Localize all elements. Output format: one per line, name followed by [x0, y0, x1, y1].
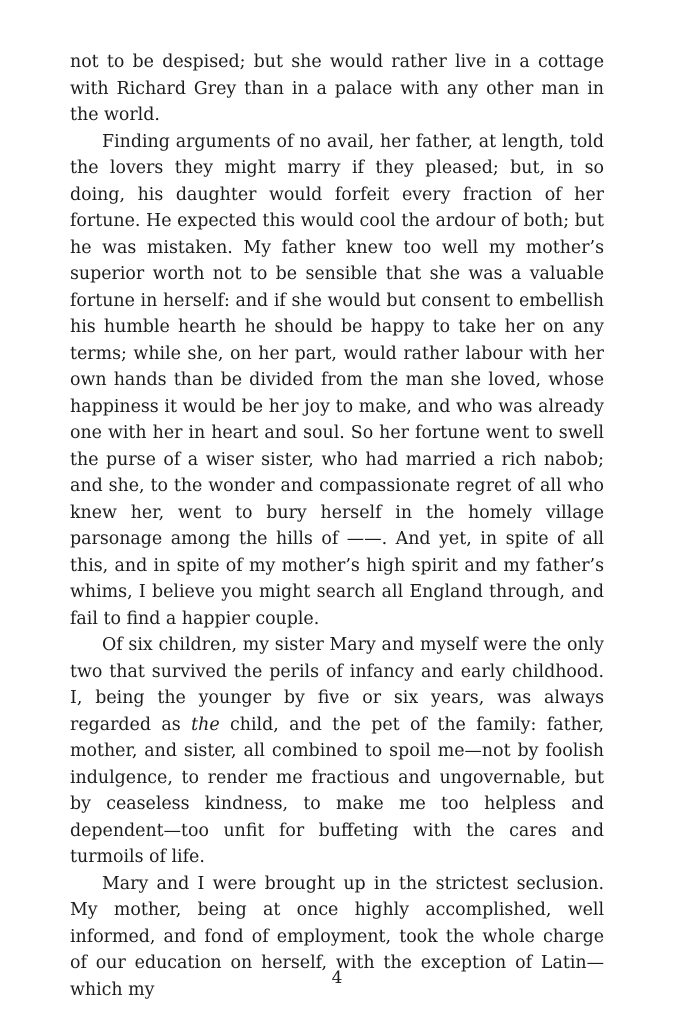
paragraph-text: Of six children, my sister Mary and myself were the only two that survived the perils of infancy and early childhood. I, being the younger by five or six years, was always regarded as — [70, 635, 604, 735]
paragraph-seclusion: Mary and I were brought up in the strictest seclusion. My mother, being at once highly accomplished, well informed, and fond of employment, took the whole charge of our education on herself, with the exception of Latin—which my — [70, 873, 604, 1000]
italic-emphasis: the — [191, 714, 220, 735]
paragraph-text: child, and the pet of the family: father, mother, and sister, all combined to spoil me—not by foolish indulgence, to render me fractious and ungovernable, but by ceaseless kindness, to make me too helpless and dependent—too unfit for buffeting with the cares and turmoils of life. — [70, 714, 605, 867]
paragraph-father-consent: Finding arguments of no avail, her father, at length, told the lovers they might marry if they pleased; but, in so doing, his daughter would forfeit every fraction of her fortune. He expected this would cool the ardour of both; but he was mistaken. My father knew too well my mother’s superior worth not to be sensible that she was a valuable fortune in herself: and if she would but consent to embellish his humble hearth he should be happy to take her on any terms; while she, on her part, would rather labour with her own hands than be divided from the man she loved, whose happiness it would be her joy to make, and who was already one with her in heart and soul. So her fortune went to swell the purse of a wiser sister, who had married a rich nabob; and she, to the wonder and compassionate regret of all who knew her, went to bury herself in the homely village parsonage among the hills of ——. And yet, in spite of all this, and in spite of my mother’s high spirit and my father’s whims, I believe you might search all England through, and fail to find a happier couple. — [70, 131, 604, 629]
page-number: 4 — [331, 968, 343, 988]
paragraph-six-children — [70, 632, 604, 871]
paragraph-continuation: not to be despised; but she would rather live in a cottage with Richard Grey than in a palace with any other man in the world. — [70, 52, 604, 125]
page-body — [70, 49, 604, 1003]
